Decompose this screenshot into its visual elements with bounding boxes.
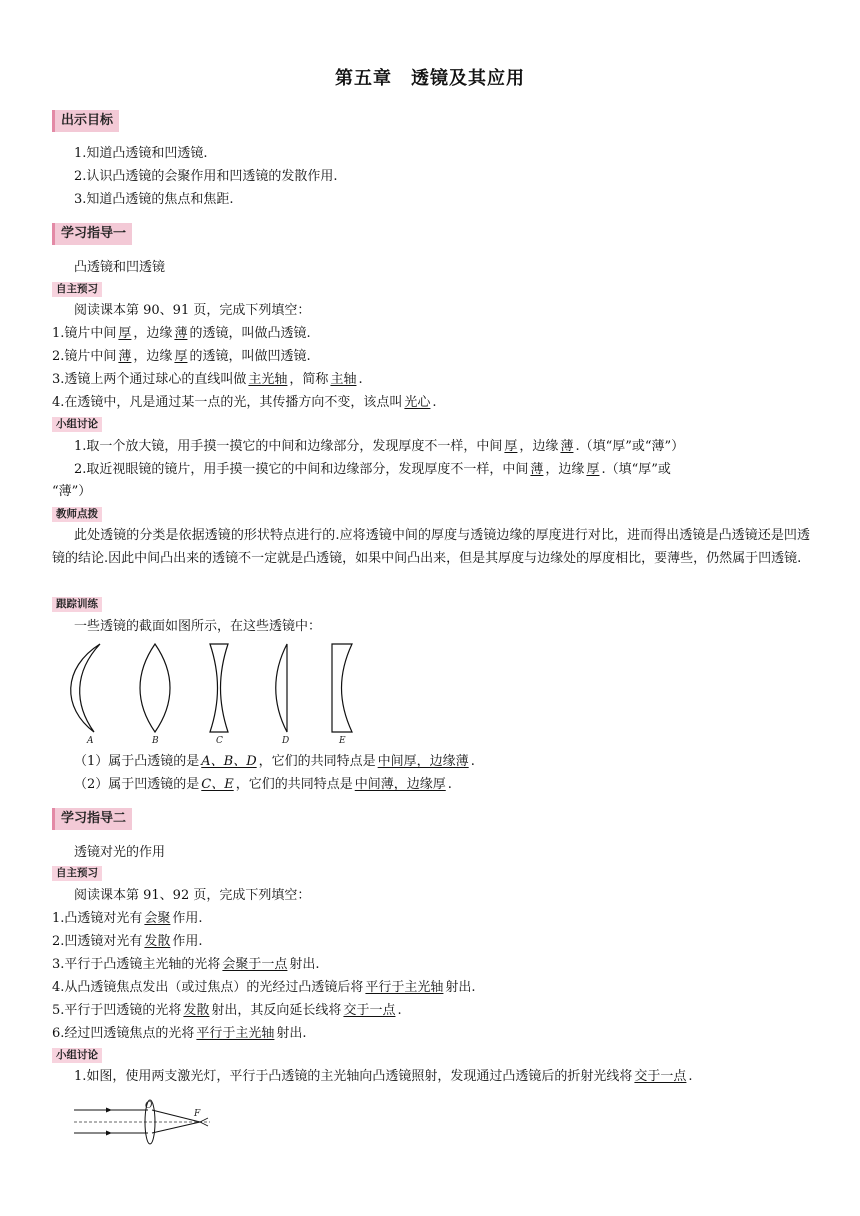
tag-self-preview: 自主预习 [52, 282, 102, 297]
fill-question-1: 1.镜片中间 厚 ，边缘 薄 的透镜，叫做凸透镜. [52, 326, 311, 341]
fill-question-1: 1.凸透镜对光有 会聚 作用. [52, 911, 203, 926]
answer-blank: 光心 [404, 395, 431, 410]
preview-intro: 阅读课本第 91、92 页，完成下列填空： [74, 888, 311, 903]
answer-blank: 中间薄，边缘厚 [354, 777, 446, 792]
goal-item: 1.知道凸透镜和凹透镜. [74, 146, 208, 161]
fill-question-2: 2.镜片中间 薄 ，边缘 厚 的透镜，叫做凹透镜. [52, 349, 311, 364]
answer-blank: 会聚 [144, 911, 171, 926]
lens-b-shape [140, 644, 170, 732]
discussion-item-2: 2.取近视眼镜的镜片，用手摸一摸它的中间和边缘部分，发现厚度不一样，中间 薄 ，边缘 厚 .（填“厚”或 [74, 462, 671, 477]
tag-group-discussion: 小组讨论 [52, 1048, 102, 1063]
teacher-note-text: 此处透镜的分类是依据透镜的形状特点进行的.应将透镜中间的厚度与透镜边缘的厚度进行对比，进而得出透镜是凸透镜还是凹透镜的结论.因此中间凸出来的透镜不一定就是凸透镜，如果中间凸出来，但是其厚度与边缘处的厚度相比，要薄些，仍然属于凹透镜. [52, 528, 810, 566]
discussion-item-1: 1.取一个放大镜，用手摸一摸它的中间和边缘部分，发现厚度不一样，中间 厚 ，边缘 薄 .（填“厚”或“薄”） [74, 439, 685, 454]
lens-label-e: E [339, 736, 346, 746]
section-subtitle: 凸透镜和凹透镜 [74, 260, 166, 275]
answer-blank: 主光轴 [248, 372, 288, 387]
lens-cross-sections-figure [60, 638, 380, 748]
section-tag-guide-one: 学习指导一 [52, 223, 132, 245]
lens-c-shape [210, 644, 228, 732]
answer-blank: 中间厚，边缘薄 [377, 754, 469, 769]
fill-question-4: 4.从凸透镜焦点发出（或过焦点）的光经过凸透镜后将 平行于主光轴 射出. [52, 980, 476, 995]
section-tag-goals: 出示目标 [52, 110, 119, 132]
lens-e-shape [332, 644, 352, 732]
answer-blank: 发散 [144, 934, 171, 949]
lens-label-b: B [152, 736, 159, 746]
answer-blank: 薄 [118, 349, 132, 364]
lens-d-shape [276, 644, 287, 732]
answer-blank: 厚 [118, 326, 132, 341]
lens-label-a: A [87, 736, 94, 746]
training-answer-1: （1）属于凸透镜的是 A、B、D ，它们的共同特点是 中间厚，边缘薄 . [74, 754, 475, 769]
answer-blank: 平行于主光轴 [365, 980, 444, 995]
preview-intro: 阅读课本第 90、91 页，完成下列填空： [74, 303, 311, 318]
answer-blank: 发散 [183, 1003, 210, 1018]
fill-question-6: 6.经过凹透镜焦点的光将 平行于主光轴 射出. [52, 1026, 307, 1041]
section-subtitle: 透镜对光的作用 [74, 845, 166, 860]
answer-blank: A、B、D [201, 754, 257, 769]
answer-blank: 薄 [174, 326, 188, 341]
optical-center-label: O [145, 1101, 153, 1111]
answer-blank: 交于一点 [634, 1069, 687, 1084]
answer-blank: 平行于主光轴 [196, 1026, 275, 1041]
lens-a-shape [71, 644, 100, 732]
goal-item: 2.认识凸透镜的会聚作用和凹透镜的发散作用. [74, 169, 338, 184]
answer-blank: 主轴 [330, 372, 357, 387]
goal-item: 3.知道凸透镜的焦点和焦距. [74, 192, 234, 207]
answer-blank: 薄 [560, 439, 574, 454]
answer-blank: C、E [201, 777, 234, 792]
tag-self-preview: 自主预习 [52, 866, 102, 881]
fill-question-5: 5.平行于凹透镜的光将 发散 射出，其反向延长线将 交于一点 . [52, 1003, 402, 1018]
answer-blank: 会聚于一点 [222, 957, 288, 972]
focus-label: F [194, 1109, 201, 1119]
fill-question-3: 3.平行于凸透镜主光轴的光将 会聚于一点 射出. [52, 957, 320, 972]
fill-question-2: 2.凹透镜对光有 发散 作用. [52, 934, 203, 949]
fill-question-3: 3.透镜上两个通过球心的直线叫做 主光轴 ，简称 主轴 . [52, 372, 363, 387]
lens-label-d: D [282, 736, 290, 746]
training-intro: 一些透镜的截面如图所示，在这些透镜中： [74, 619, 322, 634]
tag-follow-training: 跟踪训练 [52, 597, 102, 612]
discussion-item-2-cont: “薄”） [52, 484, 92, 499]
answer-blank: 厚 [586, 462, 600, 477]
training-answer-2: （2）属于凹透镜的是 C、E ，它们的共同特点是 中间薄，边缘厚 . [74, 777, 452, 792]
tag-teacher-note: 教师点拨 [52, 507, 102, 522]
section-tag-guide-two: 学习指导二 [52, 808, 132, 830]
lens-label-c: C [216, 736, 223, 746]
answer-blank: 厚 [174, 349, 188, 364]
page-title: 第五章 透镜及其应用 [335, 68, 525, 89]
convex-lens-ray-figure [70, 1098, 220, 1146]
tag-group-discussion: 小组讨论 [52, 417, 102, 432]
answer-blank: 厚 [504, 439, 518, 454]
fill-question-4: 4.在透镜中，凡是通过某一点的光，其传播方向不变，该点叫 光心 . [52, 395, 437, 410]
answer-blank: 薄 [530, 462, 544, 477]
discussion-item-1: 1.如图，使用两支激光灯，平行于凸透镜的主光轴向凸透镜照射，发现通过凸透镜后的折射光线将 交于一点 . [74, 1069, 693, 1084]
answer-blank: 交于一点 [343, 1003, 396, 1018]
